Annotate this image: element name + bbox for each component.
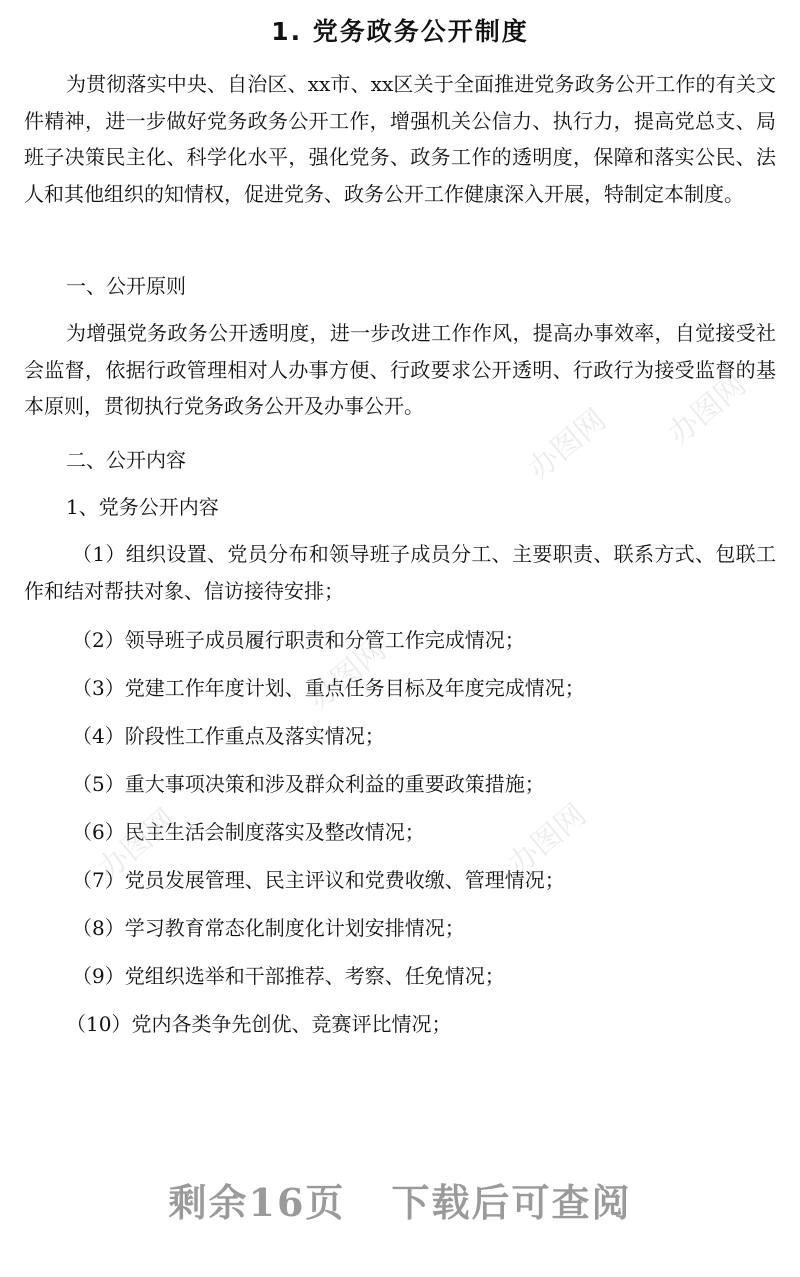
- list-item: （7）党员发展管理、民主评议和党费收缴、管理情况；: [72, 868, 565, 892]
- section1-paragraph: 为增强党务政务公开透明度，进一步改进工作作风，提高办事效率，自觉接受社会监督，依据行政管理相对人办事方便、行政要求公开透明、行政行为接受监督的基本原则，贯彻执行党务政务公开及办事公开。: [24, 321, 776, 418]
- list-item: （10）党内各类争先创优、竞赛评比情况；: [66, 1012, 452, 1036]
- list-item: （6）民主生活会制度落实及整改情况；: [72, 820, 425, 844]
- download-to-read-label: 下载后可查阅: [391, 1180, 632, 1225]
- section1-heading: 一、公开原则: [66, 274, 186, 298]
- list-item: （2）领导班子成员履行职责和分管工作完成情况；: [72, 628, 525, 652]
- remaining-pages-label: 剩余16页: [168, 1180, 346, 1225]
- download-prompt[interactable]: [0, 1172, 800, 1227]
- list-item: （1）组织设置、党员分布和领导班子成员分工、主要职责、联系方式、包联工作和结对帮扶对象、信访接待安排；: [24, 542, 776, 603]
- watermark-text: 办图网: [91, 802, 183, 888]
- list-item: （4）阶段性工作重点及落实情况；: [72, 724, 385, 748]
- subsection1-heading: 1、党务公开内容: [66, 495, 219, 519]
- list-item: （9）党组织选举和干部推荐、考察、任免情况；: [72, 964, 505, 988]
- list-item: （8）学习教育常态化制度化计划安排情况；: [72, 916, 465, 940]
- watermark-text: 办图网: [521, 402, 613, 488]
- document-title: 1. 党务政务公开制度: [271, 17, 529, 46]
- list-item: （5）重大事项决策和涉及群众利益的重要政策措施；: [72, 772, 545, 796]
- section2-heading: 二、公开内容: [66, 448, 186, 472]
- watermark-text: 办图网: [501, 797, 593, 883]
- intro-paragraph: 为贯彻落实中央、自治区、xx市、xx区关于全面推进党务政务公开工作的有关文件精神，进一步做好党务政务公开工作，增强机关公信力、执行力，提高党总支、局班子决策民主化、科学化水平，强化党务、政务工作的透明度，保障和落实公民、法人和其他组织的知情权，促进党务、政务公开工作健康深入开展，特制定本制度。: [24, 72, 776, 206]
- watermark-text: 办图网: [301, 632, 393, 718]
- list-item: （3）党建工作年度计划、重点任务目标及年度完成情况；: [72, 676, 585, 700]
- watermark-text: 办图网: [661, 367, 753, 453]
